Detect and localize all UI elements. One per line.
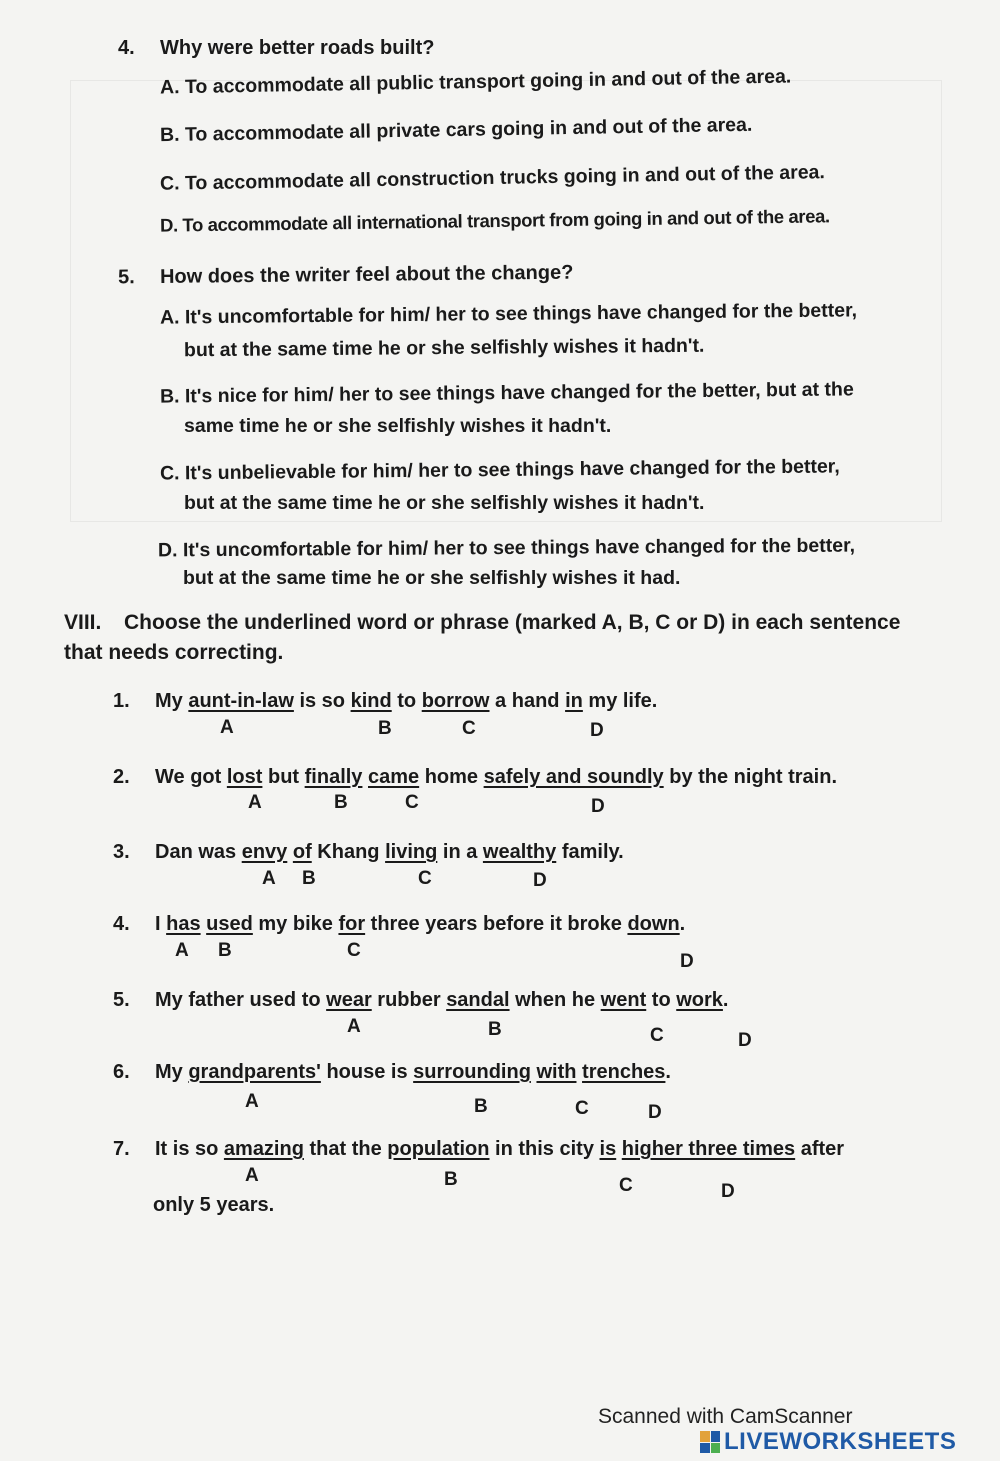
marker-d: D	[648, 1102, 662, 1123]
underlined-c[interactable]: for	[338, 913, 366, 935]
sentence-6: 6. My grandparents' house is surrounding with trenches.	[113, 1061, 671, 1083]
underlined-b[interactable]: of	[292, 841, 312, 863]
marker-b: B	[444, 1169, 458, 1190]
underlined-a[interactable]: lost	[226, 766, 263, 788]
marker-d: D	[591, 796, 605, 817]
liveworksheets-logo[interactable]	[700, 1428, 956, 1456]
sentence-1: 1. My aunt-in-law is so kind to borrow a hand in my life.	[113, 690, 658, 712]
liveworksheets-brand: LIVEWORKSHEETS	[724, 1428, 957, 1455]
question-4: 4. Why were better roads built?	[118, 37, 435, 59]
question-4-text: Why were better roads built?	[160, 37, 435, 59]
q4-option-d: D. To accommodate all international transport from going in and out of the area.	[159, 205, 830, 236]
q5-option-a: A. It's uncomfortable for him/ her to see things have changed for the better,	[159, 299, 858, 329]
marker-c: C	[347, 940, 361, 961]
underlined-b[interactable]: surrounding	[413, 1061, 531, 1083]
underlined-a[interactable]: aunt-in-law	[188, 690, 294, 712]
underlined-c[interactable]: went	[600, 989, 647, 1011]
underlined-d[interactable]: safely and soundly	[483, 766, 664, 788]
q4-option-a: A. To accommodate all public transport going in and out of the area.	[159, 65, 792, 99]
sentence-5: 5. My father used to wear rubber sandal when he went to work.	[113, 989, 729, 1011]
marker-b: B	[474, 1096, 488, 1117]
underlined-a[interactable]: envy	[241, 841, 288, 863]
marker-b: B	[334, 792, 348, 813]
marker-d: D	[721, 1181, 735, 1202]
underlined-d[interactable]: wealthy	[482, 841, 557, 863]
marker-a: A	[245, 1165, 259, 1186]
marker-a: A	[175, 940, 189, 961]
marker-c: C	[462, 718, 476, 739]
liveworksheets-icon	[700, 1431, 720, 1453]
marker-c: C	[418, 868, 432, 889]
sentence-4: 4. I has used my bike for three years before it broke down.	[113, 913, 686, 935]
underlined-b[interactable]: used	[206, 913, 253, 935]
underlined-d[interactable]: work	[676, 989, 723, 1011]
underlined-a[interactable]: wear	[326, 989, 372, 1011]
q5-option-b: B. It's nice for him/ her to see things have changed for the better, but at the	[159, 378, 854, 408]
question-5-text: How does the writer feel about the change?	[159, 261, 574, 288]
sentence-7-cont: only 5 years.	[153, 1194, 275, 1216]
underlined-d[interactable]: in	[565, 690, 583, 712]
underlined-b[interactable]: sandal	[446, 989, 510, 1011]
underlined-c[interactable]: borrow	[421, 690, 490, 712]
q5-option-d-cont: but at the same time he or she selfishly wishes it had.	[183, 567, 681, 589]
underlined-d[interactable]: down	[627, 913, 680, 935]
question-5: 5. How does the writer feel about the change?	[117, 261, 574, 289]
q4-option-b: B. To accommodate all private cars going in and out of the area.	[159, 113, 753, 147]
marker-c: C	[405, 792, 419, 813]
underlined-c[interactable]: is	[599, 1138, 617, 1160]
marker-a: A	[347, 1016, 361, 1037]
marker-d: D	[680, 951, 694, 972]
marker-b: B	[302, 868, 316, 889]
q5-option-c-cont: but at the same time he or she selfishly wishes it hadn't.	[184, 492, 705, 514]
marker-d: D	[738, 1030, 752, 1051]
marker-a: A	[262, 868, 276, 889]
q5-option-a-cont: but at the same time he or she selfishly wishes it hadn't.	[183, 334, 705, 362]
marker-a: A	[220, 717, 234, 738]
marker-b: B	[218, 940, 232, 961]
underlined-d[interactable]: higher three times	[621, 1138, 796, 1160]
underlined-c[interactable]: living	[385, 841, 438, 863]
underlined-c[interactable]: came	[368, 766, 420, 788]
marker-d: D	[533, 870, 547, 891]
section-instruction: Choose the underlined word or phrase (marked A, B, C or D) in each sentence that needs correcting.	[64, 611, 901, 664]
section-viii-heading	[64, 608, 944, 668]
underlined-b[interactable]: finally	[304, 766, 363, 788]
sentence-7: 7. It is so amazing that the population in this city is higher three times after	[113, 1138, 845, 1160]
camscanner-note: Scanned with CamScanner	[598, 1405, 853, 1428]
underlined-a[interactable]: grandparents'	[188, 1061, 321, 1083]
q5-option-d: D. It's uncomfortable for him/ her to see things have changed for the better,	[157, 534, 856, 562]
marker-b: B	[488, 1019, 502, 1040]
underlined-b[interactable]: population	[387, 1138, 490, 1160]
underlined-b[interactable]: kind	[350, 690, 392, 712]
underlined-a[interactable]: amazing	[223, 1138, 304, 1160]
marker-d: D	[590, 720, 604, 741]
sentence-2: 2. We got lost but finally came home safely and soundly by the night train.	[113, 766, 838, 788]
marker-c: C	[619, 1175, 633, 1196]
underlined-d[interactable]: trenches	[582, 1061, 666, 1083]
q4-option-c: C. To accommodate all construction trucks going in and out of the area.	[159, 161, 826, 195]
sentence-3: 3. Dan was envy of Khang living in a wealthy family.	[113, 841, 624, 863]
underlined-c[interactable]: with	[536, 1061, 577, 1083]
underlined-a[interactable]: has	[166, 913, 201, 935]
marker-a: A	[248, 792, 262, 813]
marker-c: C	[650, 1025, 664, 1046]
q5-option-c: C. It's unbelievable for him/ her to see things have changed for the better,	[159, 455, 840, 485]
q5-option-b-cont: same time he or she selfishly wishes it hadn't.	[184, 415, 612, 437]
marker-c: C	[575, 1098, 589, 1119]
marker-a: A	[245, 1091, 259, 1112]
section-numeral: VIII.	[64, 611, 102, 634]
marker-b: B	[378, 718, 392, 739]
